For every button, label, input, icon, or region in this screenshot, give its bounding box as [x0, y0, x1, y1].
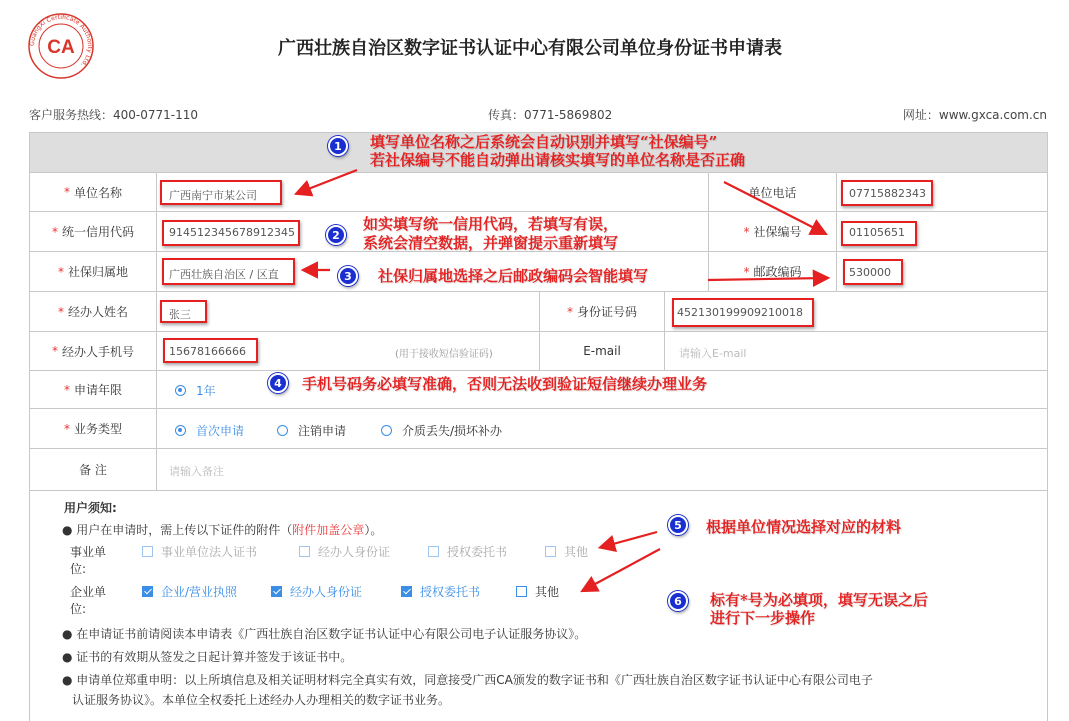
annotation-badge-6: 6 [668, 591, 688, 611]
biz-type-first-apply[interactable]: 首次申请 [175, 422, 244, 439]
postcode-value: 530000 [849, 266, 891, 279]
highlight-credit-code [162, 220, 300, 246]
notice-title: 用户须知: [64, 501, 117, 515]
annotation-6-line1: 标有*号为必填项，填写无误之后 [710, 591, 928, 609]
public-id-card-checkbox[interactable]: 经办人身份证 [299, 543, 390, 560]
postcode-label: * 邮政编码 [709, 252, 837, 291]
highlight-unit-name [160, 180, 282, 205]
credit-code-label: * 统一信用代码 [30, 212, 157, 251]
highlight-postcode [843, 259, 903, 285]
biz-type-reissue[interactable]: 介质丢失/损坏补办 [381, 422, 502, 439]
checkbox-icon [299, 546, 310, 557]
page-title: 广西壮族自治区数字证书认证中心有限公司单位身份证书申请表 [278, 38, 782, 59]
credit-code-value: 914512345678912345 [169, 226, 295, 239]
annotation-5: 根据单位情况选择对应的材料 [706, 518, 902, 536]
annotation-badge-5: 5 [668, 515, 688, 535]
email-placeholder: 请输入E-mail [679, 347, 747, 360]
annotation-1-line1: 填写单位名称之后系统会自动识别并填写“社保编号” [370, 133, 718, 151]
annotation-6-line2: 进行下一步操作 [710, 609, 816, 627]
social-region-label: * 社保归属地 [30, 252, 157, 291]
annotation-badge-3: 3 [338, 266, 358, 286]
unit-name-label: * 单位名称 [30, 173, 157, 211]
annotation-badge-4: 4 [268, 373, 288, 393]
highlight-unit-phone [841, 180, 933, 206]
agent-name-label: * 经办人姓名 [30, 292, 157, 331]
social-region-value: 广西壮族自治区 / 区直 [169, 268, 279, 281]
annotation-2-line2: 系统会清空数据，并弹窗提示重新填写 [363, 234, 619, 252]
svg-text:GuangXi Certificate Authority: GuangXi Certificate Authority Ltd. [28, 13, 94, 68]
annotation-badge-2: 2 [326, 225, 346, 245]
notice-line-validity: ● 证书的有效期从签发之日起计算并签发于该证书中。 [62, 650, 353, 664]
id-no-value: 452130199909210018 [677, 306, 803, 319]
checkbox-checked-icon [142, 586, 153, 597]
id-no-label: * 身份证号码 [540, 292, 665, 331]
annotation-badge-1: 1 [328, 136, 348, 156]
checkbox-icon [142, 546, 153, 557]
radio-icon [277, 425, 288, 436]
notice-line-declaration-cont: 认证服务协议》。本单位全权委托上述经办人办理相关的数字证书业务。 [72, 693, 451, 707]
biz-type-label: * 业务类型 [30, 409, 157, 448]
enterprise-license-checkbox[interactable]: 企业/营业执照 [142, 583, 237, 600]
radio-icon [381, 425, 392, 436]
agent-mobile-value: 15678166666 [169, 345, 246, 358]
biz-type-cancel[interactable]: 注销申请 [277, 422, 346, 439]
public-legal-cert-checkbox[interactable]: 事业单位法人证书 [142, 543, 257, 560]
notice-line-attachments: ● 用户在申请时，需上传以下证件的附件（附件加盖公章）。 [62, 523, 383, 537]
remark-placeholder: 请输入备注 [169, 465, 224, 478]
row-biz-type [30, 409, 1047, 449]
years-radio-1[interactable]: 1年 [175, 382, 216, 399]
annotation-1-line2: 若社保编号不能自动弹出请核实填写的单位名称是否正确 [370, 151, 746, 169]
enterprise-id-card-checkbox[interactable]: 经办人身份证 [271, 583, 362, 600]
years-label: * 申请年限 [30, 371, 157, 408]
row-remark [30, 449, 1047, 491]
unit-name-value: 广西南宁市某公司 [169, 189, 257, 202]
annotation-2-line1: 如实填写统一信用代码，若填写有误， [363, 215, 619, 233]
social-no-label: * 社保编号 [709, 212, 837, 251]
public-authorization-checkbox[interactable]: 授权委托书 [428, 543, 507, 560]
remark-label: 备 注 [30, 449, 157, 490]
remark-input[interactable] [157, 449, 1049, 490]
agent-mobile-label: * 经办人手机号 [30, 332, 157, 370]
fax-text: 传真：0771-5869802 [488, 108, 613, 122]
highlight-agent-mobile [163, 338, 258, 363]
contact-row [29, 106, 1047, 124]
highlight-id-no [672, 298, 814, 327]
unit-phone-value: 07715882343 [849, 187, 926, 200]
checkbox-icon [545, 546, 556, 557]
social-no-value: 01105651 [849, 226, 905, 239]
annotation-3: 社保归属地选择之后邮政编码会智能填写 [378, 267, 649, 285]
email-label: E-mail [540, 332, 665, 370]
highlight-agent-name [160, 300, 207, 323]
hotline-text: 客户服务热线：400-0771-110 [29, 108, 199, 122]
website-text: 网址：www.gxca.com.cn [902, 108, 1047, 122]
checkbox-checked-icon [401, 586, 412, 597]
email-input[interactable] [665, 332, 1049, 370]
highlight-social-no [841, 221, 917, 246]
notice-line-agreement: ● 在申请证书前请阅读本申请表《广西壮族自治区数字证书认证中心有限公司电子认证服务协议》。 [62, 627, 587, 641]
gxca-logo [27, 12, 95, 80]
checkbox-icon [516, 586, 527, 597]
public-other-checkbox[interactable]: 其他 [545, 543, 588, 560]
agent-mobile-hint: (用于接收短信验证码) [395, 349, 493, 360]
notice-line-declaration: ● 申请单位郑重申明：以上所填信息及相关证明材料完全真实有效，同意接受广西CA颁发的数字证书和《广西壮族自治区数字证书认证中心有限公司电子 [62, 673, 873, 687]
unit-phone-label: 单位电话 [709, 173, 837, 211]
enterprise-unit-label: 企业单位: [70, 585, 107, 616]
enterprise-authorization-checkbox[interactable]: 授权委托书 [401, 583, 480, 600]
checkbox-icon [428, 546, 439, 557]
svg-text:CA: CA [47, 37, 75, 58]
annotation-4: 手机号码务必填写准确，否则无法收到验证短信继续办理业务 [302, 375, 708, 393]
public-unit-label: 事业单位: [70, 545, 107, 576]
highlight-social-region [162, 258, 295, 285]
radio-selected-icon [175, 425, 186, 436]
agent-name-value: 张三 [169, 308, 191, 321]
enterprise-other-checkbox[interactable]: 其他 [516, 583, 559, 600]
agent-name-field[interactable] [157, 292, 540, 331]
radio-selected-icon [175, 385, 186, 396]
checkbox-checked-icon [271, 586, 282, 597]
